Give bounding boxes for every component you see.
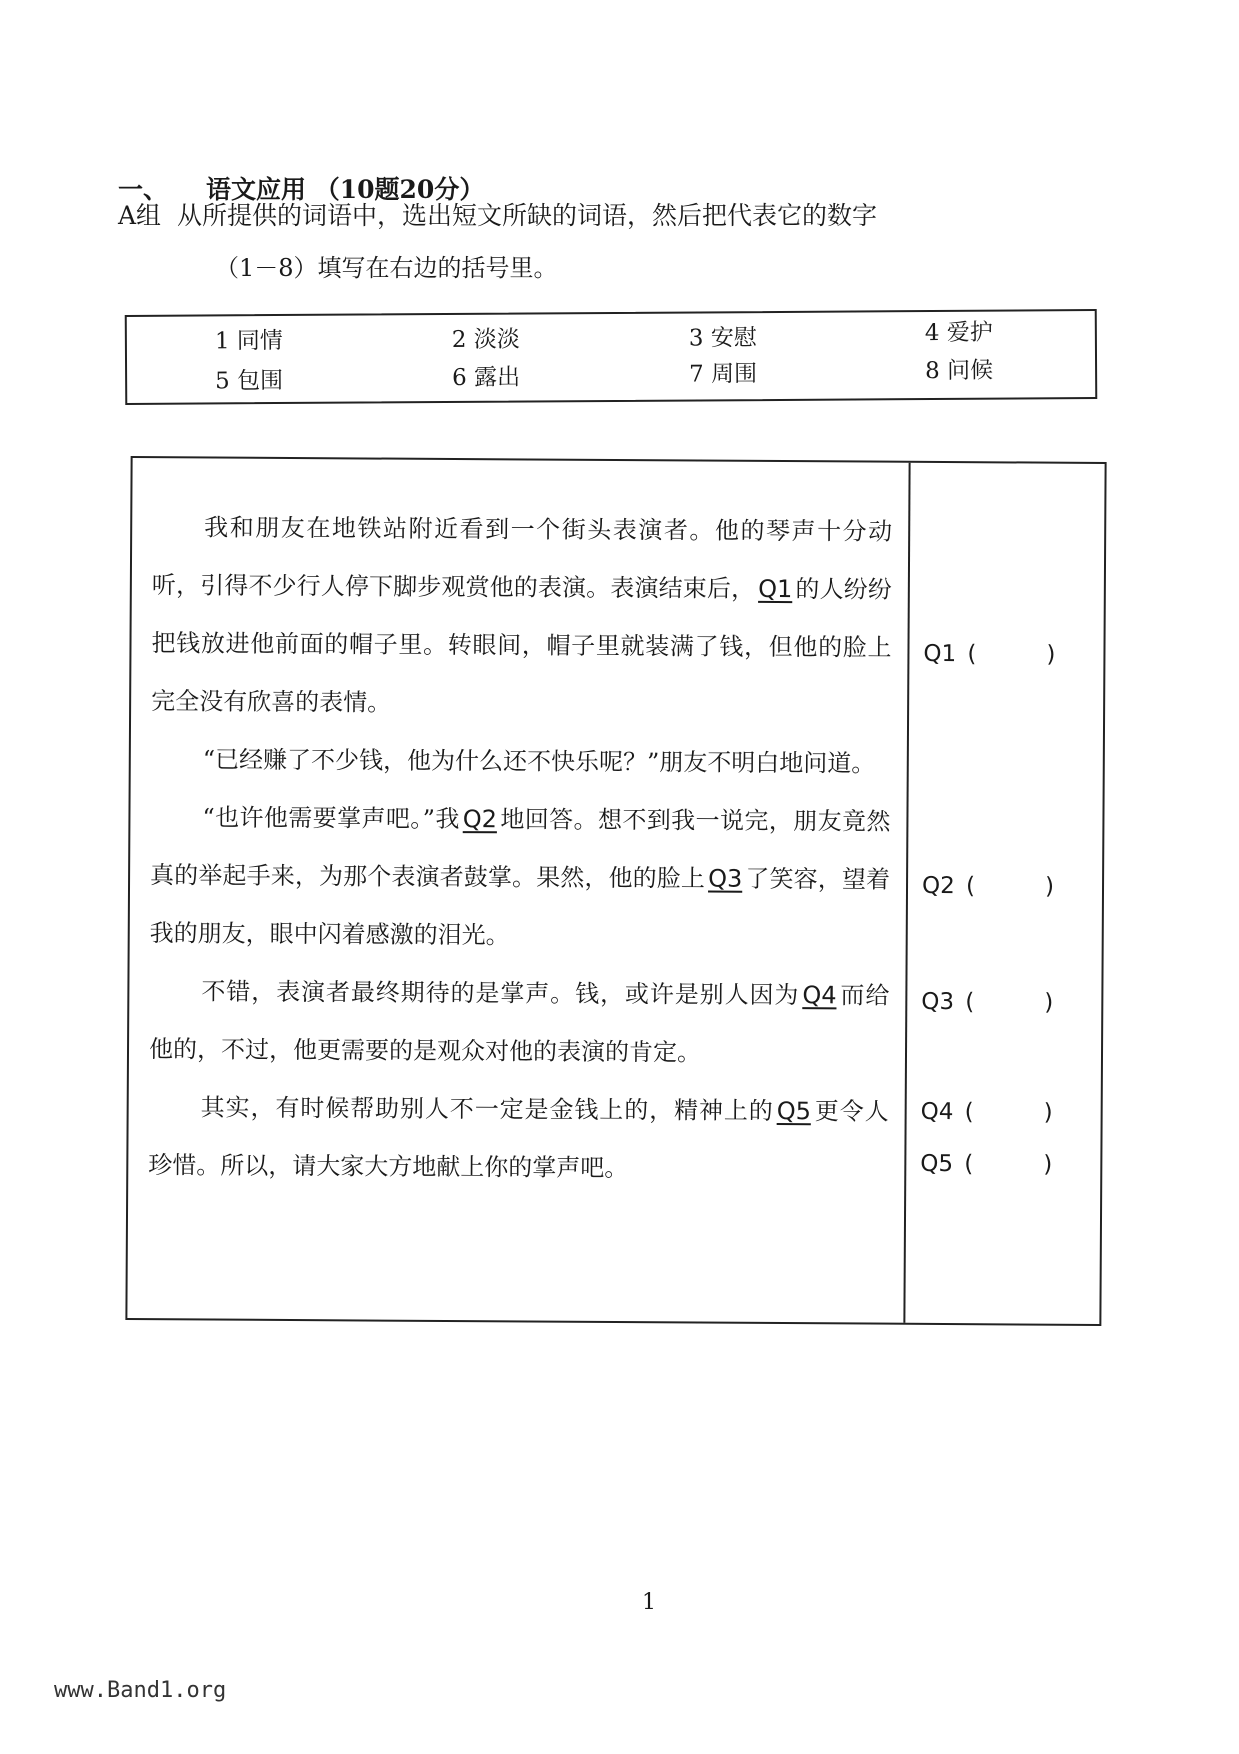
- word-option-4: 4 爱护: [924, 319, 993, 347]
- word-option-8: 8 问候: [925, 357, 994, 385]
- section-info: （10题20分）: [314, 175, 485, 204]
- word-option-3: 3 安慰: [688, 325, 757, 352]
- group-instruction: [118, 196, 877, 232]
- word-option-1: 1 同情: [214, 328, 283, 355]
- answer-q5[interactable]: Q5 ( ): [920, 1150, 1053, 1178]
- section-number: 一、: [118, 175, 169, 204]
- word-option-7: 7 周围: [689, 361, 758, 388]
- footer-url: www.Band1.org: [54, 1678, 227, 1703]
- blank-q5: Q5: [776, 1096, 811, 1126]
- blank-q2: Q2: [462, 805, 498, 834]
- answer-q1[interactable]: Q1 ( ): [923, 640, 1056, 668]
- answer-q2[interactable]: Q2 ( ): [921, 872, 1055, 900]
- word-option-2: 2 淡淡: [451, 326, 520, 353]
- paragraph-5: 其实，有时候帮助别人不一定是金钱上的，精神上的 Q5 更令人珍惜。所以，请大家大方地献上你的掌声吧。: [148, 1093, 889, 1183]
- paragraph-4: 不错，表演者最终期待的是掌声。钱，或许是别人因为 Q4 而给他的，不过，他更需要的是观众对他的表演的肯定。: [148, 977, 890, 1067]
- paragraph-1: 我和朋友在地铁站附近看到一个街头表演者。他的琴声十分动听，引得不少行人停下脚步观赏他的表演。表演结束后， Q1 的人纷纷把钱放进他前面的帽子里。转眼间，帽子里就装满了钱，但他的脸上完全没有欣喜的表情。: [151, 513, 893, 717]
- blank-q3: Q3: [708, 864, 743, 893]
- column-divider: [903, 463, 910, 1323]
- group-label: A组: [118, 201, 162, 230]
- word-option-5: 5 包围: [215, 368, 284, 395]
- word-option-6: 6 露出: [452, 364, 521, 391]
- answer-q4[interactable]: Q4 ( ): [920, 1098, 1053, 1126]
- blank-q1: Q1: [758, 574, 793, 604]
- instruction-line-1: 从所提供的词语中，选出短文所缺的词语，然后把代表它的数字: [176, 201, 877, 230]
- section-title: 语文应用: [206, 175, 307, 204]
- blank-q4: Q4: [802, 981, 837, 1010]
- paragraph-3: “也许他需要掌声吧。”我 Q2 地回答。想不到我一说完，朋友竟然真的举起手来，为那个表演者鼓掌。果然，他的脸上 Q3 了笑容，望着我的朋友，眼中闪着感激的泪光。: [149, 803, 891, 950]
- passage-box: [125, 456, 1106, 1326]
- instruction-line-2: （1－8）填写在右边的括号里。: [215, 254, 558, 282]
- paragraph-2: “已经赚了不少钱，他为什么还不快乐呢？”朋友不明白地问道。: [202, 745, 876, 778]
- word-bank: [125, 309, 1098, 405]
- answer-q3[interactable]: Q3 ( ): [921, 988, 1054, 1016]
- passage-text: [148, 498, 892, 1199]
- page-number: 1: [642, 1590, 656, 1615]
